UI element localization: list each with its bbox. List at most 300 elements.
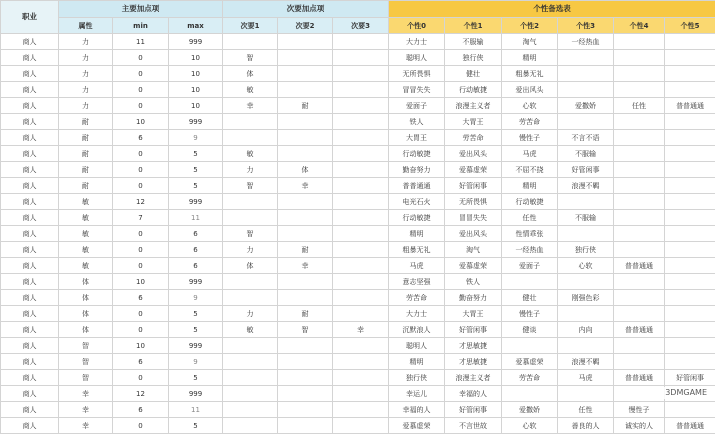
cell-personality5 <box>665 178 715 194</box>
cell-attribute: 智 <box>59 354 113 370</box>
cell-sub3 <box>333 34 389 50</box>
cell-personality0: 精明 <box>389 354 445 370</box>
cell-min: 0 <box>113 418 169 434</box>
cell-sub1 <box>223 210 278 226</box>
cell-sub2 <box>278 402 333 418</box>
cell-personality2: 粗暴无礼 <box>502 66 558 82</box>
cell-sub1 <box>223 402 278 418</box>
cell-personality3: 内向 <box>558 322 614 338</box>
cell-max: 5 <box>169 146 223 162</box>
cell-personality1: 好管闲事 <box>445 178 502 194</box>
cell-sub1 <box>223 194 278 210</box>
cell-personality3: 刚强色彩 <box>558 290 614 306</box>
cell-personality1: 不言世故 <box>445 418 502 434</box>
cell-personality3: 一经热血 <box>558 34 614 50</box>
cell-personality5 <box>665 402 715 418</box>
cell-personality0: 爱面子 <box>389 98 445 114</box>
cell-personality1: 冒冒失失 <box>445 210 502 226</box>
cell-personality0: 粗暴无礼 <box>389 242 445 258</box>
cell-sub3 <box>333 114 389 130</box>
table-body <box>1 34 715 434</box>
cell-profession: 商人 <box>1 226 59 242</box>
cell-max: 6 <box>169 258 223 274</box>
cell-personality4: 普普通通 <box>614 370 665 386</box>
cell-profession: 商人 <box>1 114 59 130</box>
cell-sub1: 体 <box>223 258 278 274</box>
cell-sub2 <box>278 50 333 66</box>
cell-personality4: 普普通通 <box>614 322 665 338</box>
cell-attribute: 耐 <box>59 162 113 178</box>
cell-sub3 <box>333 178 389 194</box>
cell-personality4 <box>614 194 665 210</box>
cell-attribute: 耐 <box>59 130 113 146</box>
cell-personality1: 好管闲事 <box>445 402 502 418</box>
cell-min: 0 <box>113 82 169 98</box>
cell-personality5 <box>665 322 715 338</box>
cell-personality5 <box>665 50 715 66</box>
cell-personality3: 心软 <box>558 258 614 274</box>
cell-sub2: 幸 <box>278 258 333 274</box>
cell-attribute: 敏 <box>59 242 113 258</box>
cell-sub1: 智 <box>223 178 278 194</box>
cell-personality2: 任性 <box>502 210 558 226</box>
cell-personality2: 行动敏捷 <box>502 194 558 210</box>
cell-personality0: 幸福的人 <box>389 402 445 418</box>
col-header-sub3: 次要3 <box>333 18 389 34</box>
cell-profession: 商人 <box>1 258 59 274</box>
cell-max: 999 <box>169 194 223 210</box>
personality-group-header: 个性备选表 <box>389 1 715 18</box>
cell-personality3 <box>558 226 614 242</box>
cell-sub1: 敏 <box>223 322 278 338</box>
table-row <box>1 354 715 370</box>
cell-sub1 <box>223 114 278 130</box>
table-row <box>1 226 715 242</box>
cell-personality1: 独行侠 <box>445 50 502 66</box>
cell-min: 0 <box>113 258 169 274</box>
cell-personality4: 普普通通 <box>614 258 665 274</box>
cell-profession: 商人 <box>1 418 59 434</box>
table-row <box>1 402 715 418</box>
cell-personality2: 健谈 <box>502 322 558 338</box>
cell-personality3 <box>558 338 614 354</box>
cell-profession: 商人 <box>1 210 59 226</box>
cell-sub1: 体 <box>223 66 278 82</box>
cell-min: 6 <box>113 354 169 370</box>
cell-attribute: 体 <box>59 274 113 290</box>
cell-min: 10 <box>113 274 169 290</box>
cell-personality4 <box>614 114 665 130</box>
cell-personality5 <box>665 82 715 98</box>
cell-personality0: 意志坚强 <box>389 274 445 290</box>
cell-personality0: 沉默浪人 <box>389 322 445 338</box>
cell-max: 10 <box>169 98 223 114</box>
cell-attribute: 敏 <box>59 258 113 274</box>
cell-max: 5 <box>169 418 223 434</box>
cell-personality3: 爱撒娇 <box>558 98 614 114</box>
cell-personality4 <box>614 226 665 242</box>
cell-personality3 <box>558 50 614 66</box>
cell-sub2 <box>278 82 333 98</box>
cell-personality3 <box>558 66 614 82</box>
col-header-personality2: 个性2 <box>502 18 558 34</box>
cell-personality2: 健壮 <box>502 290 558 306</box>
cell-personality4 <box>614 162 665 178</box>
cell-personality3: 浪漫不羁 <box>558 178 614 194</box>
cell-max: 999 <box>169 34 223 50</box>
cell-personality0: 勤奋努力 <box>389 162 445 178</box>
cell-max: 10 <box>169 50 223 66</box>
table-row <box>1 114 715 130</box>
cell-max: 9 <box>169 130 223 146</box>
cell-personality1: 才思敏捷 <box>445 354 502 370</box>
cell-max: 11 <box>169 402 223 418</box>
cell-personality2: 爱撒娇 <box>502 402 558 418</box>
cell-personality0: 冒冒失失 <box>389 82 445 98</box>
cell-profession: 商人 <box>1 82 59 98</box>
cell-personality1: 劳苦命 <box>445 130 502 146</box>
cell-personality5 <box>665 130 715 146</box>
cell-personality3 <box>558 386 614 402</box>
cell-personality4: 任性 <box>614 98 665 114</box>
cell-sub2 <box>278 194 333 210</box>
cell-personality2: 爱面子 <box>502 258 558 274</box>
table-row <box>1 322 715 338</box>
col-header-attribute: 属性 <box>59 18 113 34</box>
table-row <box>1 338 715 354</box>
cell-personality0: 幸运儿 <box>389 386 445 402</box>
cell-personality1: 爱出风头 <box>445 146 502 162</box>
cell-personality3: 任性 <box>558 402 614 418</box>
cell-max: 6 <box>169 226 223 242</box>
cell-personality4 <box>614 34 665 50</box>
table-row <box>1 418 715 434</box>
cell-personality4 <box>614 82 665 98</box>
cell-profession: 商人 <box>1 50 59 66</box>
cell-sub3 <box>333 162 389 178</box>
table-row <box>1 258 715 274</box>
cell-personality3: 马虎 <box>558 370 614 386</box>
cell-sub2 <box>278 34 333 50</box>
cell-profession: 商人 <box>1 66 59 82</box>
cell-profession: 商人 <box>1 386 59 402</box>
cell-sub1 <box>223 354 278 370</box>
cell-profession: 商人 <box>1 178 59 194</box>
cell-sub3: 幸 <box>333 322 389 338</box>
cell-personality3: 不言不语 <box>558 130 614 146</box>
cell-profession: 商人 <box>1 34 59 50</box>
cell-personality5 <box>665 34 715 50</box>
cell-personality1: 好管闲事 <box>445 322 502 338</box>
cell-personality4: 慢性子 <box>614 402 665 418</box>
cell-min: 6 <box>113 290 169 306</box>
cell-profession: 商人 <box>1 274 59 290</box>
table-row <box>1 386 715 402</box>
cell-personality2: 精明 <box>502 178 558 194</box>
cell-sub2: 耐 <box>278 242 333 258</box>
col-header-sub1: 次要1 <box>223 18 278 34</box>
cell-sub3 <box>333 402 389 418</box>
cell-personality4 <box>614 306 665 322</box>
cell-personality4 <box>614 178 665 194</box>
cell-sub2 <box>278 370 333 386</box>
cell-personality3 <box>558 82 614 98</box>
cell-personality1: 爱出风头 <box>445 226 502 242</box>
cell-personality4 <box>614 66 665 82</box>
table-row <box>1 98 715 114</box>
cell-sub2: 耐 <box>278 306 333 322</box>
cell-sub3 <box>333 210 389 226</box>
cell-sub3 <box>333 50 389 66</box>
cell-personality5 <box>665 258 715 274</box>
cell-sub2 <box>278 274 333 290</box>
cell-min: 0 <box>113 98 169 114</box>
cell-personality1: 大胃王 <box>445 306 502 322</box>
cell-max: 9 <box>169 354 223 370</box>
cell-profession: 商人 <box>1 146 59 162</box>
cell-sub3 <box>333 130 389 146</box>
cell-personality2: 慢性子 <box>502 130 558 146</box>
cell-personality2: 劳苦命 <box>502 370 558 386</box>
cell-personality5 <box>665 242 715 258</box>
cell-personality5 <box>665 274 715 290</box>
cell-personality3: 不服输 <box>558 210 614 226</box>
cell-sub1 <box>223 386 278 402</box>
cell-sub2 <box>278 338 333 354</box>
cell-sub2 <box>278 386 333 402</box>
cell-attribute: 力 <box>59 50 113 66</box>
cell-attribute: 敏 <box>59 210 113 226</box>
cell-sub3 <box>333 98 389 114</box>
cell-personality0: 马虎 <box>389 258 445 274</box>
cell-min: 6 <box>113 402 169 418</box>
cell-attribute: 敏 <box>59 194 113 210</box>
table-row <box>1 242 715 258</box>
table-row <box>1 178 715 194</box>
cell-max: 999 <box>169 114 223 130</box>
cell-sub2 <box>278 290 333 306</box>
table-row <box>1 50 715 66</box>
table-row <box>1 130 715 146</box>
cell-sub3 <box>333 274 389 290</box>
cell-profession: 商人 <box>1 194 59 210</box>
table-row <box>1 34 715 50</box>
cell-min: 0 <box>113 370 169 386</box>
cell-personality0: 大力士 <box>389 34 445 50</box>
cell-sub1: 力 <box>223 162 278 178</box>
cell-personality0: 大力士 <box>389 306 445 322</box>
cell-personality4 <box>614 50 665 66</box>
table-row <box>1 306 715 322</box>
main-group-header: 主要加点项 <box>59 1 223 18</box>
cell-personality2 <box>502 338 558 354</box>
cell-personality1: 健壮 <box>445 66 502 82</box>
cell-profession: 商人 <box>1 306 59 322</box>
cell-min: 0 <box>113 162 169 178</box>
cell-max: 999 <box>169 386 223 402</box>
sub-group-header: 次要加点项 <box>223 1 389 18</box>
cell-min: 6 <box>113 130 169 146</box>
cell-sub3 <box>333 258 389 274</box>
cell-max: 5 <box>169 370 223 386</box>
cell-personality3 <box>558 274 614 290</box>
cell-personality0: 铁人 <box>389 114 445 130</box>
cell-attribute: 力 <box>59 34 113 50</box>
cell-personality1: 铁人 <box>445 274 502 290</box>
cell-personality3: 浪漫不羁 <box>558 354 614 370</box>
col-header-personality1: 个性1 <box>445 18 502 34</box>
cell-attribute: 智 <box>59 370 113 386</box>
cell-min: 10 <box>113 338 169 354</box>
cell-sub1: 幸 <box>223 98 278 114</box>
cell-personality2: 爱慕虚荣 <box>502 354 558 370</box>
cell-personality0: 精明 <box>389 226 445 242</box>
cell-sub3 <box>333 66 389 82</box>
cell-personality2: 慢性子 <box>502 306 558 322</box>
cell-sub1 <box>223 130 278 146</box>
cell-min: 0 <box>113 66 169 82</box>
cell-min: 0 <box>113 322 169 338</box>
cell-personality3 <box>558 114 614 130</box>
table-row <box>1 290 715 306</box>
cell-personality1: 勤奋努力 <box>445 290 502 306</box>
col-header-min: min <box>113 18 169 34</box>
cell-sub1: 敏 <box>223 146 278 162</box>
cell-min: 0 <box>113 306 169 322</box>
cell-profession: 商人 <box>1 354 59 370</box>
cell-sub3 <box>333 194 389 210</box>
cell-min: 0 <box>113 178 169 194</box>
cell-personality0: 电光石火 <box>389 194 445 210</box>
cell-personality2: 性情乖张 <box>502 226 558 242</box>
cell-personality1: 无所畏惧 <box>445 194 502 210</box>
cell-personality1: 行动敏捷 <box>445 82 502 98</box>
cell-sub1 <box>223 274 278 290</box>
cell-profession: 商人 <box>1 322 59 338</box>
cell-sub1 <box>223 338 278 354</box>
cell-personality5: 普普通通 <box>665 98 715 114</box>
cell-personality5 <box>665 306 715 322</box>
cell-attribute: 体 <box>59 290 113 306</box>
cell-personality3: 好管闲事 <box>558 162 614 178</box>
cell-attribute: 力 <box>59 98 113 114</box>
col-header-personality0: 个性0 <box>389 18 445 34</box>
cell-profession: 商人 <box>1 242 59 258</box>
table-row <box>1 194 715 210</box>
cell-max: 999 <box>169 274 223 290</box>
cell-sub2: 耐 <box>278 98 333 114</box>
cell-personality1: 淘气 <box>445 242 502 258</box>
cell-personality4 <box>614 146 665 162</box>
cell-sub2: 体 <box>278 162 333 178</box>
cell-personality5 <box>665 210 715 226</box>
cell-sub3 <box>333 370 389 386</box>
cell-attribute: 力 <box>59 82 113 98</box>
cell-personality0: 聪明人 <box>389 50 445 66</box>
cell-attribute: 体 <box>59 322 113 338</box>
cell-personality5 <box>665 226 715 242</box>
cell-max: 6 <box>169 242 223 258</box>
table-row <box>1 162 715 178</box>
cell-attribute: 力 <box>59 66 113 82</box>
cell-min: 11 <box>113 34 169 50</box>
cell-max: 10 <box>169 66 223 82</box>
cell-personality0: 大胃王 <box>389 130 445 146</box>
cell-sub2 <box>278 114 333 130</box>
cell-personality0: 无所畏惧 <box>389 66 445 82</box>
table-row <box>1 210 715 226</box>
cell-personality5 <box>665 162 715 178</box>
cell-sub3 <box>333 418 389 434</box>
cell-sub2 <box>278 226 333 242</box>
cell-sub2: 智 <box>278 322 333 338</box>
cell-personality0: 普普通通 <box>389 178 445 194</box>
cell-personality1: 大胃王 <box>445 114 502 130</box>
cell-max: 999 <box>169 338 223 354</box>
cell-sub3 <box>333 242 389 258</box>
cell-sub3 <box>333 226 389 242</box>
cell-personality4 <box>614 354 665 370</box>
cell-personality0: 行动敏捷 <box>389 210 445 226</box>
cell-personality1: 浪漫主义者 <box>445 370 502 386</box>
cell-personality4 <box>614 130 665 146</box>
cell-max: 5 <box>169 178 223 194</box>
cell-personality2: 不屈不挠 <box>502 162 558 178</box>
cell-min: 0 <box>113 226 169 242</box>
cell-profession: 商人 <box>1 98 59 114</box>
cell-sub2 <box>278 210 333 226</box>
cell-personality1: 爱慕虚荣 <box>445 258 502 274</box>
cell-personality5 <box>665 114 715 130</box>
cell-personality2: 淘气 <box>502 34 558 50</box>
cell-personality5 <box>665 146 715 162</box>
cell-personality4: 诚实的人 <box>614 418 665 434</box>
cell-personality4 <box>614 242 665 258</box>
cell-profession: 商人 <box>1 130 59 146</box>
cell-max: 5 <box>169 162 223 178</box>
cell-profession: 商人 <box>1 290 59 306</box>
cell-sub3 <box>333 146 389 162</box>
cell-profession: 商人 <box>1 338 59 354</box>
cell-personality2: 劳苦命 <box>502 114 558 130</box>
cell-personality1: 浪漫主义者 <box>445 98 502 114</box>
cell-personality5: 普普通通 <box>665 418 715 434</box>
table-row <box>1 146 715 162</box>
cell-max: 5 <box>169 306 223 322</box>
cell-min: 12 <box>113 386 169 402</box>
cell-personality3: 独行侠 <box>558 242 614 258</box>
cell-sub2 <box>278 354 333 370</box>
cell-personality5 <box>665 290 715 306</box>
cell-sub1: 力 <box>223 242 278 258</box>
cell-max: 11 <box>169 210 223 226</box>
table-row <box>1 82 715 98</box>
cell-personality5 <box>665 354 715 370</box>
cell-personality2: 爱出风头 <box>502 82 558 98</box>
cell-personality2 <box>502 274 558 290</box>
cell-personality2: 马虎 <box>502 146 558 162</box>
cell-profession: 商人 <box>1 162 59 178</box>
cell-attribute: 幸 <box>59 386 113 402</box>
cell-min: 0 <box>113 146 169 162</box>
cell-personality5 <box>665 194 715 210</box>
cell-personality2: 精明 <box>502 50 558 66</box>
cell-sub2 <box>278 146 333 162</box>
cell-sub1 <box>223 290 278 306</box>
cell-personality5: 好管闲事 <box>665 370 715 386</box>
cell-attribute: 敏 <box>59 226 113 242</box>
cell-sub3 <box>333 290 389 306</box>
